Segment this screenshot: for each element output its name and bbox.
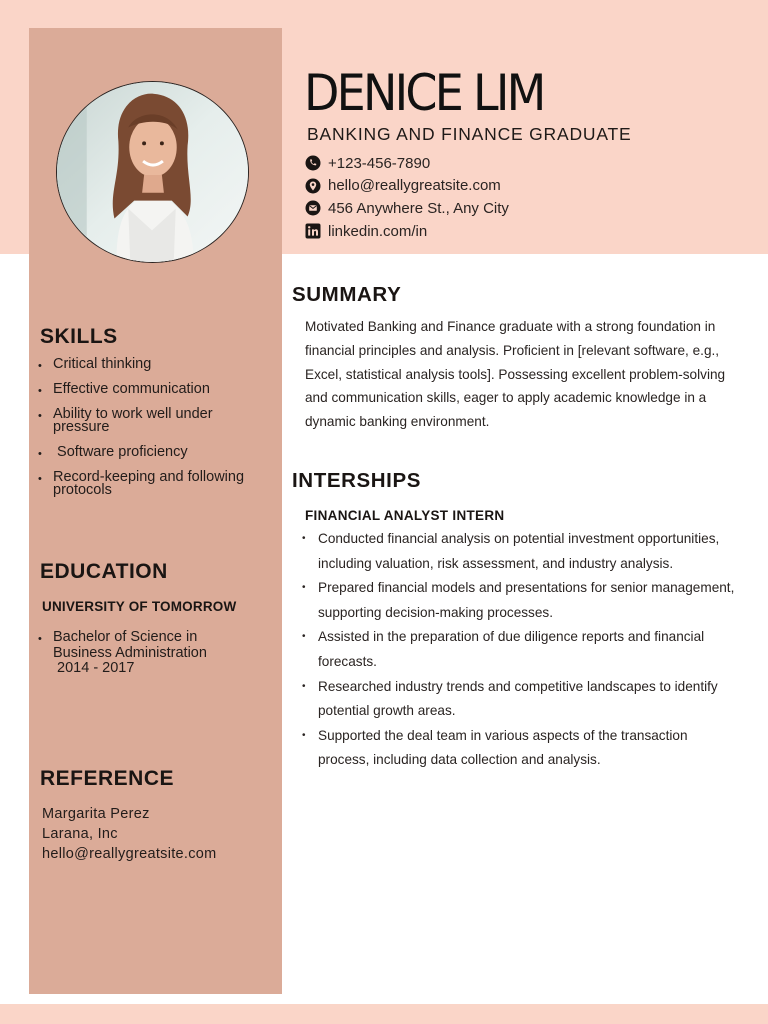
summary-heading: SUMMARY: [292, 283, 402, 306]
contact-address[interactable]: [305, 197, 745, 220]
skills-list: [38, 358, 273, 509]
list-item: • Record-keeping and following protocols: [38, 471, 273, 497]
reference-company: Larana, Inc: [42, 826, 118, 842]
job-role-title: BANKING AND FINANCE GRADUATE: [307, 124, 632, 144]
contact-list: [305, 152, 745, 242]
list-item: • Ability to work well under pressure: [38, 408, 253, 434]
candidate-name: DENICE LIM: [304, 64, 544, 122]
contact-phone-text: +123-456-7890: [328, 154, 431, 172]
list-item: • Conducted financial analysis on potential investment opportunities, including valuation, risk assessment, and industry analysis.: [302, 527, 742, 576]
internship-job-title: FINANCIAL ANALYST INTERN: [305, 508, 505, 523]
contact-phone[interactable]: [305, 152, 745, 175]
list-item: • Effective communication: [38, 383, 273, 396]
contact-linkedin-text: linkedin.com/in: [328, 222, 428, 240]
contact-email[interactable]: [305, 175, 745, 198]
reference-heading: REFERENCE: [40, 767, 175, 790]
summary-text: Motivated Banking and Finance graduate with a strong foundation in financial principles and analysis. Proficient in [relevant software, e.g., Excel, statistical analysis tools]. Possessing excellent problem-solving and communication skills, eager to apply academic knowledge in a dynamic banking environment.: [305, 319, 726, 430]
skills-heading: SKILLS: [40, 325, 118, 348]
list-item: • Assisted in the preparation of due diligence reports and financial forecasts.: [302, 625, 742, 674]
location-pin-icon: [305, 178, 321, 194]
internship-duties-list: [302, 527, 742, 773]
education-school: UNIVERSITY OF TOMORROW: [42, 599, 237, 614]
list-item: • Supported the deal team in various aspects of the transaction process, including data collection and analysis.: [302, 724, 742, 773]
list-item: • Prepared financial models and presentations for senior management, supporting decision-making processes.: [302, 576, 742, 625]
degree-line-1: • Bachelor of Science in: [53, 629, 198, 645]
mail-icon: [305, 200, 321, 216]
contact-address-text: 456 Anywhere St., Any City: [328, 199, 509, 217]
education-list: [38, 630, 273, 677]
internships-heading: INTERSHIPS: [292, 469, 422, 492]
linkedin-icon: [305, 223, 321, 239]
phone-icon: [305, 155, 321, 171]
education-heading: EDUCATION: [40, 560, 168, 583]
degree-line-2: Business Administration: [53, 644, 207, 661]
list-item: • Critical thinking: [38, 358, 273, 371]
contact-email-text: hello@reallygreatsite.com: [328, 177, 501, 195]
profile-photo: [56, 81, 249, 263]
list-item: • Researched industry trends and competitive landscapes to identify potential growth areas.: [302, 675, 742, 724]
contact-linkedin[interactable]: [305, 220, 745, 243]
footer-band: [0, 1004, 768, 1024]
reference-email[interactable]: hello@reallygreatsite.com: [42, 846, 217, 862]
reference-name: Margarita Perez: [42, 806, 150, 822]
list-item: • Software proficiency: [38, 446, 273, 459]
reference-details: [42, 804, 217, 864]
degree-years: 2014 - 2017: [53, 660, 135, 676]
list-item: [38, 630, 273, 677]
